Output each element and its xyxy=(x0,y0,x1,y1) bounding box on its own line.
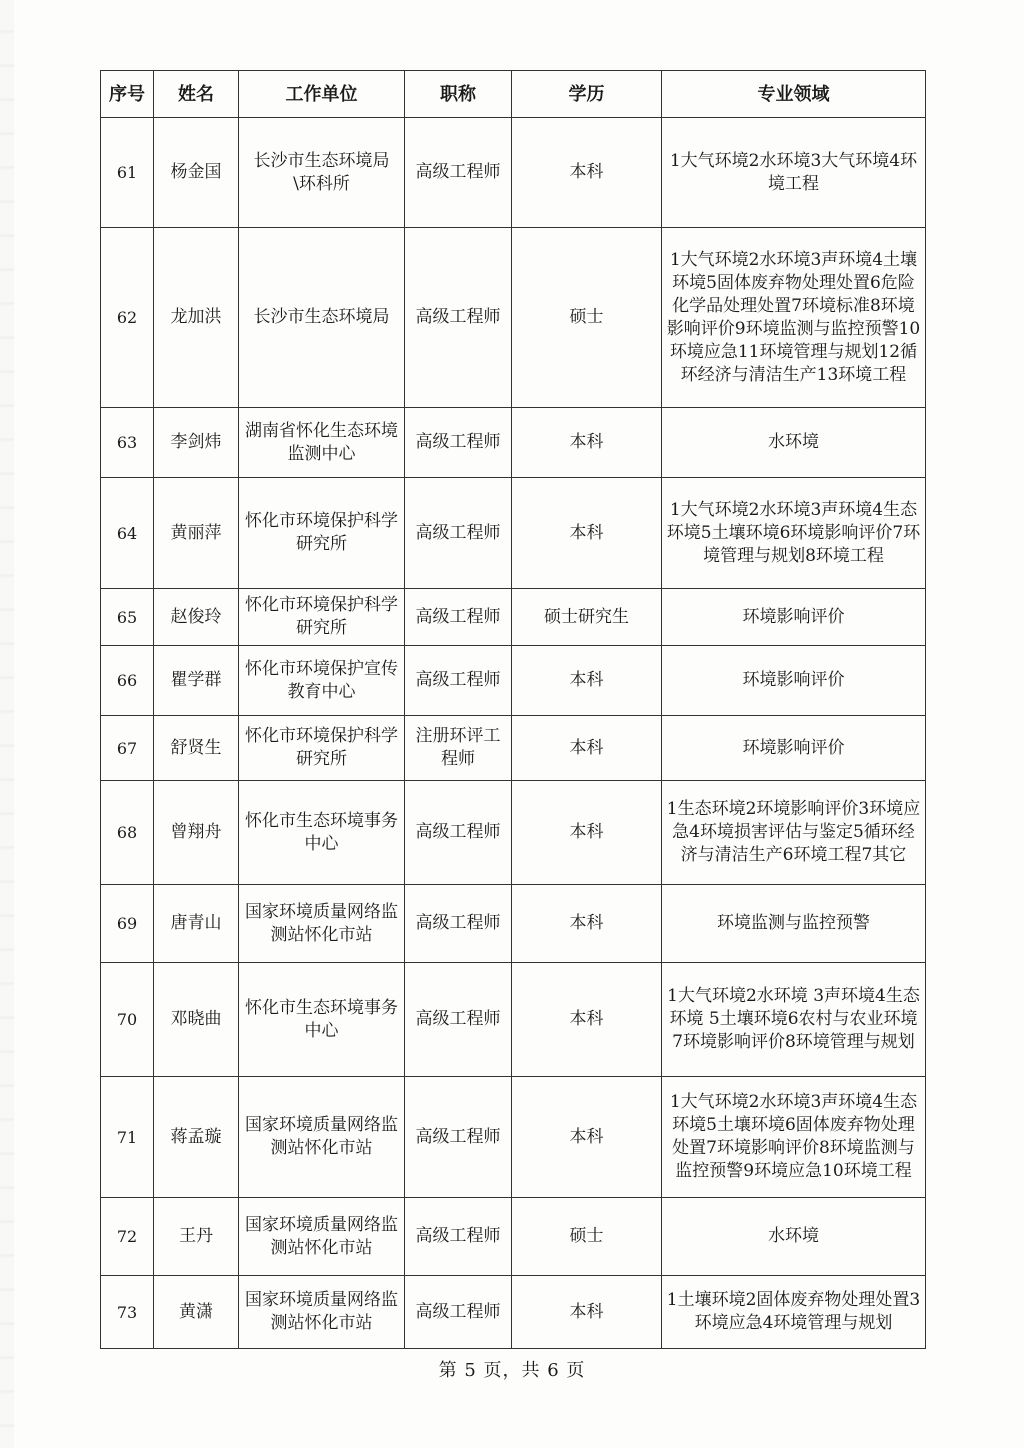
cell-name: 赵俊玲 xyxy=(154,589,239,646)
table-row xyxy=(101,781,926,885)
cell-index: 62 xyxy=(101,228,154,408)
table-row xyxy=(101,716,926,781)
table-row xyxy=(101,1198,926,1276)
table-row xyxy=(101,478,926,589)
cell-title: 注册环评工程师 xyxy=(405,716,512,781)
cell-employer: 怀化市环境保护科学研究所 xyxy=(239,716,405,781)
cell-index: 67 xyxy=(101,716,154,781)
cell-index: 65 xyxy=(101,589,154,646)
table-row xyxy=(101,646,926,716)
page-number-footer: 第 5 页，共 6 页 xyxy=(438,1360,586,1381)
cell-employer: 长沙市生态环境局 xyxy=(239,228,405,408)
cell-index: 72 xyxy=(101,1198,154,1276)
table-row xyxy=(101,1276,926,1349)
cell-title: 高级工程师 xyxy=(405,1276,512,1349)
cell-name: 曾翔舟 xyxy=(154,781,239,885)
table-row xyxy=(101,118,926,228)
cell-title: 高级工程师 xyxy=(405,781,512,885)
cell-education: 硕士 xyxy=(512,1198,662,1276)
cell-field: 环境影响评价 xyxy=(662,589,926,646)
cell-title: 高级工程师 xyxy=(405,408,512,478)
table-row xyxy=(101,408,926,478)
cell-field: 水环境 xyxy=(662,1198,926,1276)
cell-field: 1大气环境2水环境3大气环境4环境工程 xyxy=(662,118,926,228)
cell-education: 本科 xyxy=(512,781,662,885)
cell-index: 70 xyxy=(101,963,154,1077)
cell-employer: 怀化市环境保护科学研究所 xyxy=(239,589,405,646)
cell-education: 本科 xyxy=(512,716,662,781)
table-row xyxy=(101,589,926,646)
cell-index: 63 xyxy=(101,408,154,478)
cell-employer: 国家环境质量网络监测站怀化市站 xyxy=(239,1198,405,1276)
table-header-row xyxy=(101,71,926,118)
cell-index: 66 xyxy=(101,646,154,716)
expert-roster-table xyxy=(100,70,926,1349)
cell-name: 蒋孟璇 xyxy=(154,1077,239,1198)
table-row xyxy=(101,885,926,963)
cell-index: 64 xyxy=(101,478,154,589)
table-row xyxy=(101,228,926,408)
cell-education: 硕士 xyxy=(512,228,662,408)
cell-employer: 国家环境质量网络监测站怀化市站 xyxy=(239,1276,405,1349)
cell-name: 龙加洪 xyxy=(154,228,239,408)
cell-title: 高级工程师 xyxy=(405,885,512,963)
scan-binding-edge xyxy=(0,0,14,1448)
cell-field: 环境影响评价 xyxy=(662,716,926,781)
cell-field: 1生态环境2环境影响评价3环境应急4环境损害评估与鉴定5循环经济与清洁生产6环境工程7其它 xyxy=(662,781,926,885)
cell-name: 唐青山 xyxy=(154,885,239,963)
cell-title: 高级工程师 xyxy=(405,478,512,589)
cell-name: 李剑炜 xyxy=(154,408,239,478)
cell-education: 本科 xyxy=(512,963,662,1077)
cell-title: 高级工程师 xyxy=(405,1198,512,1276)
cell-employer: 长沙市生态环境局\环科所 xyxy=(239,118,405,228)
cell-name: 瞿学群 xyxy=(154,646,239,716)
cell-field: 1大气环境2水环境3声环境4土壤环境5固体废弃物处理处置6危险化学品处理处置7环境标准8环境影响评价9环境监测与监控预警10环境应急11环境管理与规划12循环经济与清洁生产13环境工程 xyxy=(662,228,926,408)
cell-name: 黄潇 xyxy=(154,1276,239,1349)
cell-index: 71 xyxy=(101,1077,154,1198)
cell-field: 1大气环境2水环境3声环境4生态环境5土壤环境6环境影响评价7环境管理与规划8环境工程 xyxy=(662,478,926,589)
cell-employer: 湖南省怀化生态环境监测中心 xyxy=(239,408,405,478)
cell-employer: 怀化市生态环境事务中心 xyxy=(239,963,405,1077)
cell-employer: 国家环境质量网络监测站怀化市站 xyxy=(239,1077,405,1198)
table-row xyxy=(101,963,926,1077)
cell-index: 61 xyxy=(101,118,154,228)
cell-index: 73 xyxy=(101,1276,154,1349)
cell-field: 水环境 xyxy=(662,408,926,478)
cell-title: 高级工程师 xyxy=(405,646,512,716)
header-name: 姓名 xyxy=(154,71,239,118)
cell-field: 1大气环境2水环境3声环境4生态环境5土壤环境6固体废弃物处理处置7环境影响评价8环境监测与监控预警9环境应急10环境工程 xyxy=(662,1077,926,1198)
cell-education: 本科 xyxy=(512,478,662,589)
table-body xyxy=(101,118,926,1349)
header-education: 学历 xyxy=(512,71,662,118)
cell-name: 黄丽萍 xyxy=(154,478,239,589)
cell-index: 69 xyxy=(101,885,154,963)
cell-field: 环境监测与监控预警 xyxy=(662,885,926,963)
cell-education: 硕士研究生 xyxy=(512,589,662,646)
cell-field: 环境影响评价 xyxy=(662,646,926,716)
cell-employer: 怀化市生态环境事务中心 xyxy=(239,781,405,885)
header-field: 专业领域 xyxy=(662,71,926,118)
cell-name: 王丹 xyxy=(154,1198,239,1276)
header-title: 职称 xyxy=(405,71,512,118)
cell-employer: 国家环境质量网络监测站怀化市站 xyxy=(239,885,405,963)
cell-name: 邓晓曲 xyxy=(154,963,239,1077)
cell-index: 68 xyxy=(101,781,154,885)
cell-employer: 怀化市环境保护宣传教育中心 xyxy=(239,646,405,716)
cell-title: 高级工程师 xyxy=(405,963,512,1077)
cell-field: 1土壤环境2固体废弃物处理处置3环境应急4环境管理与规划 xyxy=(662,1276,926,1349)
cell-name: 舒贤生 xyxy=(154,716,239,781)
cell-education: 本科 xyxy=(512,885,662,963)
cell-title: 高级工程师 xyxy=(405,228,512,408)
cell-education: 本科 xyxy=(512,118,662,228)
table-row xyxy=(101,1077,926,1198)
cell-education: 本科 xyxy=(512,646,662,716)
cell-field: 1大气环境2水环境 3声环境4生态环境 5土壤环境6农村与农业环境7环境影响评价8环境管理与规划 xyxy=(662,963,926,1077)
cell-employer: 怀化市环境保护科学研究所 xyxy=(239,478,405,589)
cell-education: 本科 xyxy=(512,1077,662,1198)
header-employer: 工作单位 xyxy=(239,71,405,118)
cell-education: 本科 xyxy=(512,408,662,478)
cell-name: 杨金国 xyxy=(154,118,239,228)
header-index: 序号 xyxy=(101,71,154,118)
cell-title: 高级工程师 xyxy=(405,589,512,646)
cell-title: 高级工程师 xyxy=(405,1077,512,1198)
cell-education: 本科 xyxy=(512,1276,662,1349)
cell-title: 高级工程师 xyxy=(405,118,512,228)
